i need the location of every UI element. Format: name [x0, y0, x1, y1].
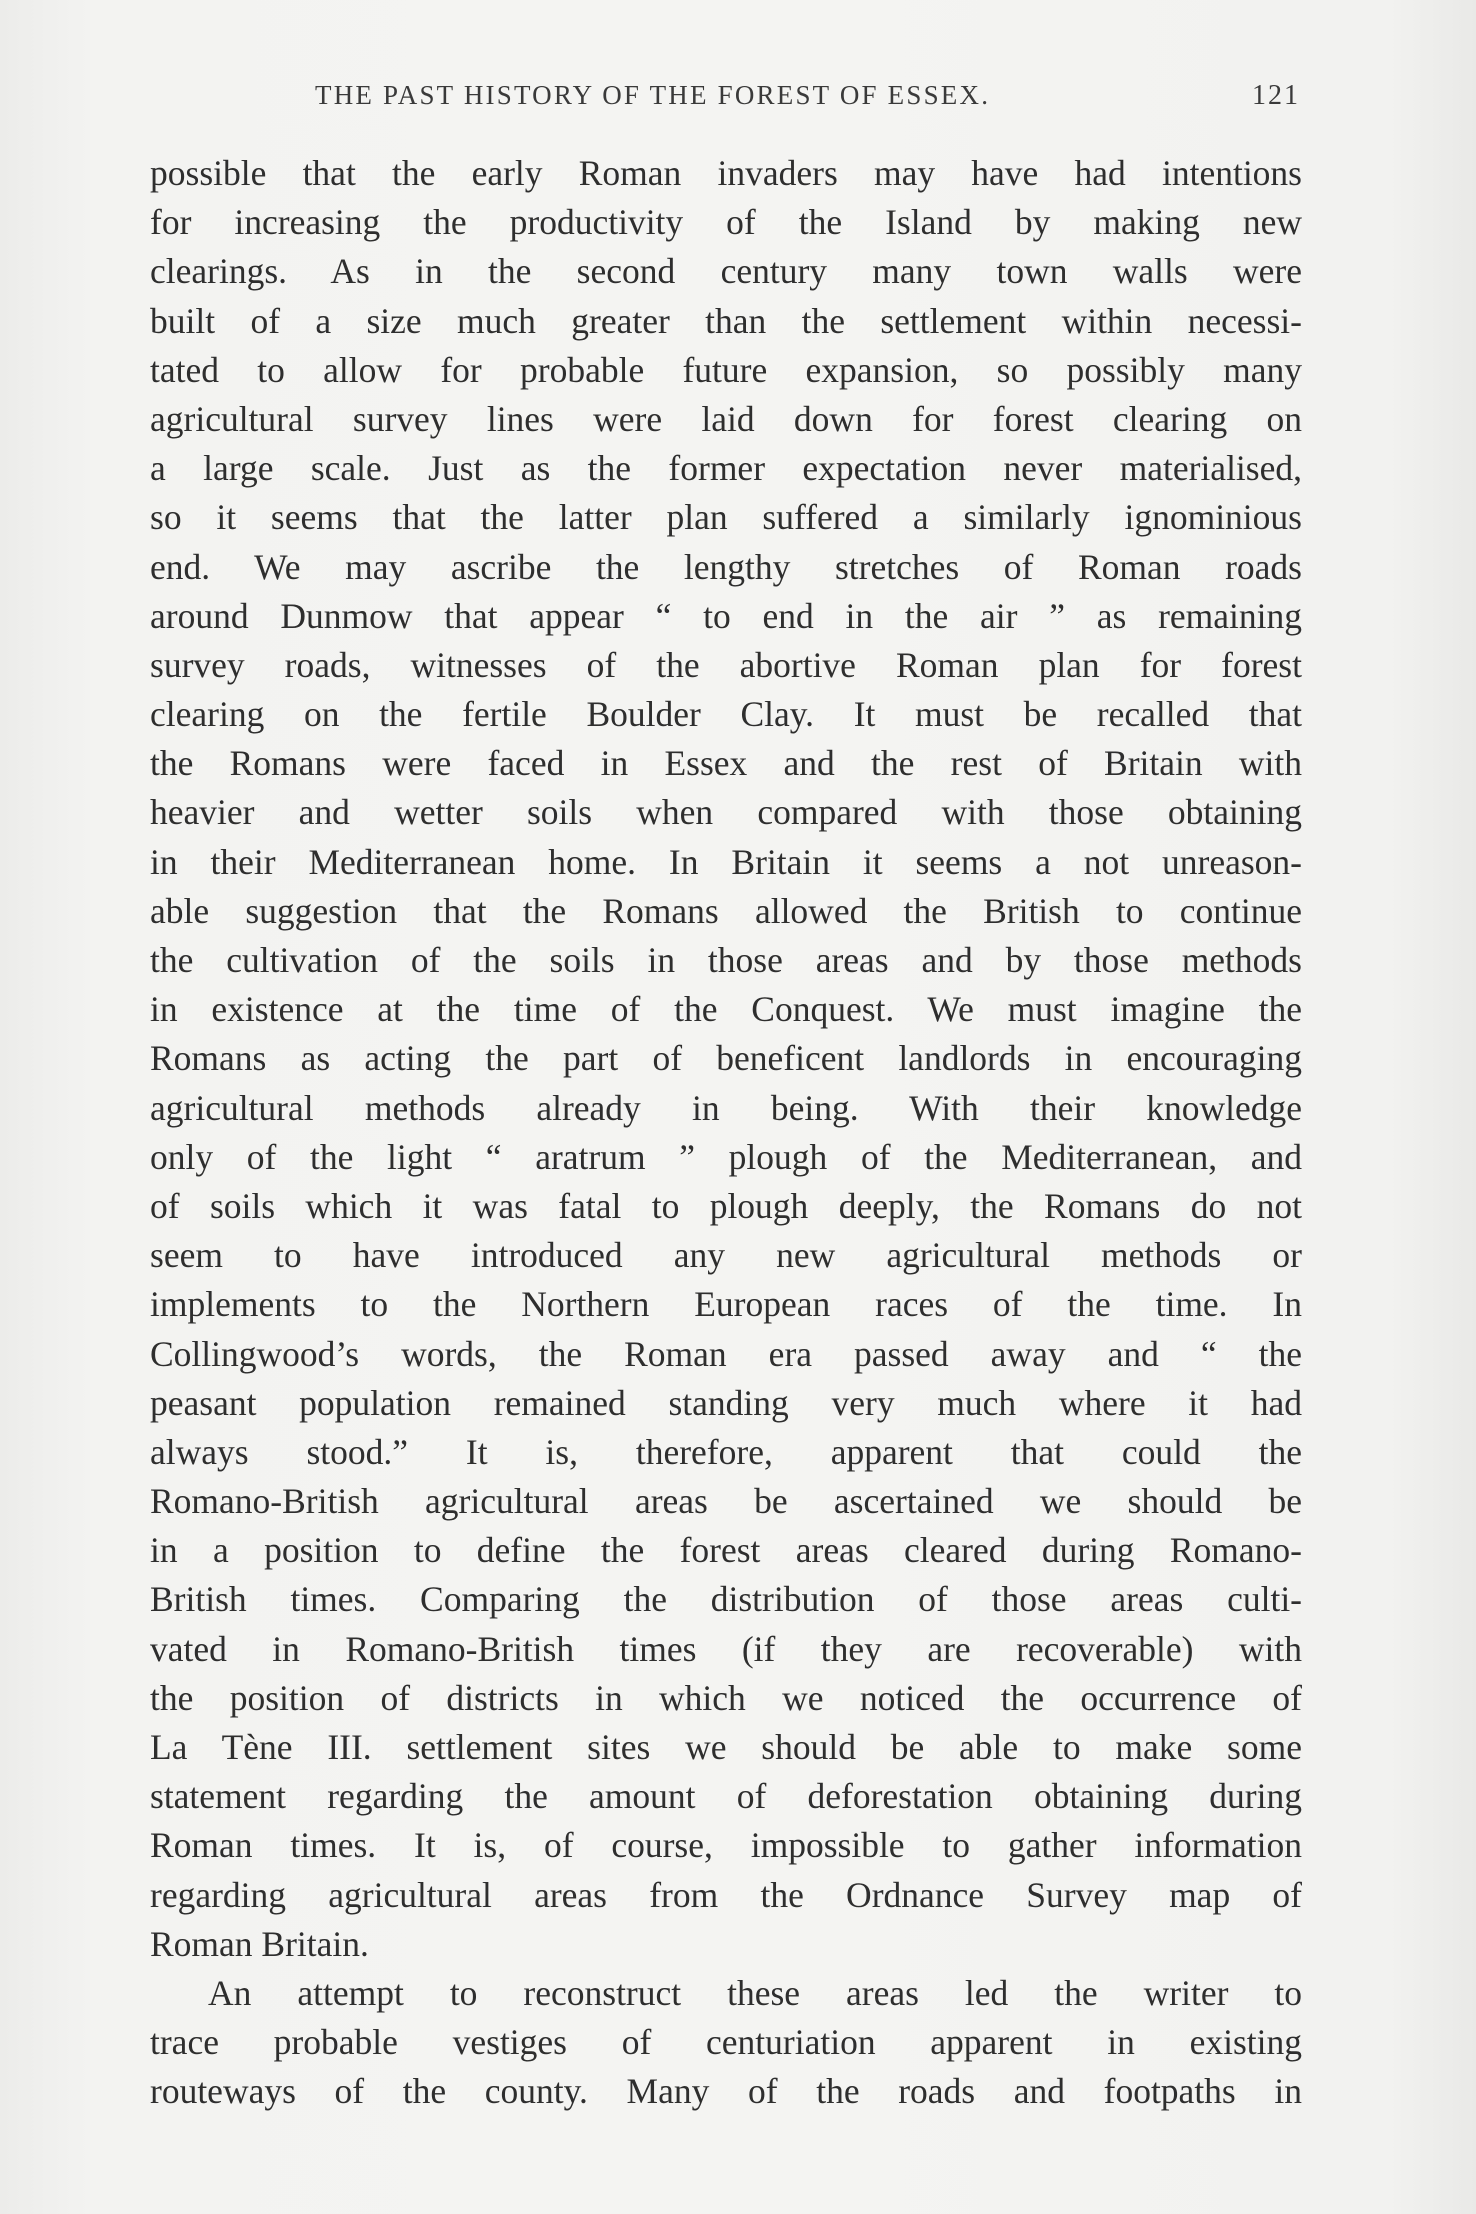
text-line: vated in Romano-British times (if they are recoverable) with	[150, 1628, 1302, 1669]
text-line: the position of districts in which we noticed the occurrence of	[150, 1677, 1302, 1718]
text-line: seem to have introduced any new agricultural methods or	[150, 1235, 1302, 1276]
text-line: in existence at the time of the Conquest. We must imagine the	[150, 989, 1302, 1030]
text-line: always stood.” It is, therefore, apparent that could the	[150, 1431, 1302, 1472]
text-line: Collingwood’s words, the Roman era passed away and “ the	[150, 1333, 1302, 1374]
page-number: 121	[1252, 80, 1300, 111]
text-line: implements to the Northern European races of the time. In	[150, 1284, 1302, 1325]
text-line: La Tène III. settlement sites we should be able to make some	[150, 1727, 1302, 1767]
text-line: heavier and wetter soils when compared with those obtaining	[150, 792, 1302, 833]
text-line: in their Mediterranean home. In Britain it seems a not unreason-	[150, 841, 1302, 882]
text-line: around Dunmow that appear “ to end in the air ” as remaining	[150, 595, 1302, 636]
running-header	[150, 80, 1300, 120]
text-line: trace probable vestiges of centuriation apparent in existing	[150, 2022, 1302, 2063]
text-line: for increasing the productivity of the Island by making new	[150, 202, 1302, 243]
text-line: end. We may ascribe the lengthy stretches of Roman roads	[150, 546, 1302, 587]
text-line: clearings. As in the second century many town walls were	[150, 251, 1302, 292]
body-text	[150, 149, 1302, 2117]
text-line: peasant population remained standing very much where it had	[150, 1382, 1302, 1423]
text-line: survey roads, witnesses of the abortive Roman plan for forest	[150, 644, 1302, 685]
text-line: the Romans were faced in Essex and the rest of Britain with	[150, 743, 1302, 784]
text-line: clearing on the fertile Boulder Clay. It must be recalled that	[150, 694, 1302, 735]
text-line: so it seems that the latter plan suffered a similarly ignominious	[150, 497, 1302, 538]
text-line: tated to allow for probable future expansion, so possibly many	[150, 349, 1302, 390]
text-line: in a position to define the forest areas cleared during Romano-	[150, 1530, 1302, 1571]
text-line: agricultural survey lines were laid down for forest clearing on	[150, 398, 1302, 439]
text-line: routeways of the county. Many of the roads and footpaths in	[150, 2071, 1302, 2112]
text-line: Romano-British agricultural areas be ascertained we should be	[150, 1481, 1302, 1522]
text-line: built of a size much greater than the settlement within necessi-	[150, 300, 1302, 341]
paragraph	[150, 149, 1302, 1969]
text-line: a large scale. Just as the former expectation never materialised,	[150, 448, 1302, 489]
text-line: Roman Britain.	[150, 1923, 369, 1964]
text-line: only of the light “ aratrum ” plough of the Mediterranean, and	[150, 1136, 1302, 1177]
text-line: regarding agricultural areas from the Ordnance Survey map of	[150, 1874, 1302, 1915]
text-line: of soils which it was fatal to plough deeply, the Romans do not	[150, 1185, 1302, 1226]
text-line: Roman times. It is, of course, impossible to gather information	[150, 1825, 1302, 1866]
text-line: statement regarding the amount of deforestation obtaining during	[150, 1776, 1302, 1817]
text-line: agricultural methods already in being. With their knowledge	[150, 1087, 1302, 1128]
running-title: THE PAST HISTORY OF THE FOREST OF ESSEX.	[315, 80, 991, 110]
text-line: the cultivation of the soils in those areas and by those methods	[150, 940, 1302, 980]
paragraph	[150, 1969, 1302, 2117]
text-line: Romans as acting the part of beneficent landlords in encouraging	[150, 1038, 1302, 1079]
text-line: An attempt to reconstruct these areas led the writer to	[208, 1972, 1302, 2013]
text-line: able suggestion that the Romans allowed the British to continue	[150, 890, 1302, 931]
text-line: possible that the early Roman invaders may have had intentions	[150, 153, 1302, 193]
text-line: British times. Comparing the distribution of those areas culti-	[150, 1579, 1302, 1620]
